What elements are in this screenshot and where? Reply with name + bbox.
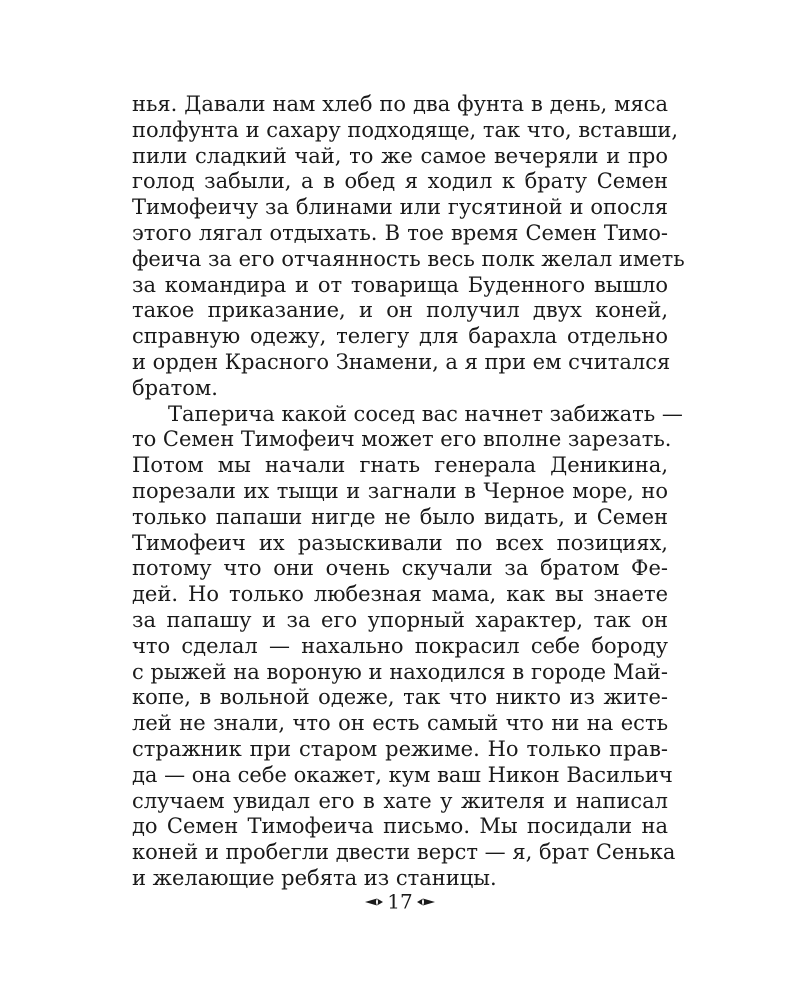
text-line: феича за его отчаянность весь полк желал иметь — [132, 246, 685, 271]
right-ornament-icon — [417, 897, 435, 907]
text-line: этого лягал отдыхать. В тое время Семен Тимо- — [132, 220, 668, 245]
text-line: нья. Давали нам хлеб по два фунта в день, мяса — [132, 92, 668, 116]
text-line: Таперича какой сосед вас начнет забижать — — [168, 401, 683, 426]
text-line: Тимофеичу за блинами или гусятиной и опосля — [132, 195, 668, 220]
text-line: коней и пробегли двести верст — я, брат Сенька — [132, 840, 676, 865]
text-line: случаем увидал его в хате у жителя и написал — [132, 788, 668, 813]
text-line: и желающие ребята из станицы. — [132, 865, 497, 890]
left-ornament-icon — [365, 897, 383, 907]
text-line: Потом мы начали гнать генерала Деникина, — [132, 453, 668, 478]
text-line: до Семен Тимофеича письмо. Мы посидали на — [132, 814, 668, 839]
text-line: голод забыли, а в обед я ходил к брату Семен — [132, 169, 668, 194]
text-line: дей. Но только любезная мама, как вы знаете — [132, 582, 668, 607]
page-number: 17 — [387, 889, 413, 914]
body-text — [132, 92, 685, 892]
text-line: да — она себе окажет, кум ваш Никон Васильич — [132, 762, 673, 787]
text-line: братом. — [132, 375, 218, 400]
page-footer — [0, 888, 800, 914]
text-line: копе, в вольной одеже, так что никто из жите- — [132, 685, 668, 710]
text-line: справную одежу, телегу для барахла отдельно — [132, 324, 668, 349]
text-line: потому что они очень скучали за братом Фе- — [132, 556, 668, 581]
text-line: что сделал — нахально покрасил себе бороду — [132, 633, 668, 658]
text-line: такое приказание, и он получил двух коней, — [132, 298, 668, 323]
text-line: стражник при старом режиме. Но только прав- — [132, 736, 668, 761]
text-line: полфунта и сахару подходяще, так что, вставши, — [132, 117, 679, 142]
text-line: пили сладкий чай, то же самое вечеряли и про — [132, 143, 668, 168]
text-line: порезали их тыщи и загнали в Черное море, но — [132, 478, 668, 503]
text-line: лей не знали, что он есть самый что ни на есть — [132, 711, 668, 736]
text-line: и орден Красного Знамени, а я при ем считался — [132, 349, 671, 374]
text-line: за папашу и за его упорный характер, так он — [132, 607, 668, 632]
text-line: с рыжей на вороную и находился в городе Май- — [132, 659, 668, 684]
text-line: Тимофеич их разыскивали по всех позициях, — [132, 530, 668, 555]
text-line: только папаши нигде не было видать, и Семен — [132, 504, 668, 529]
text-line: за командира и от товарища Буденного вышло — [132, 272, 668, 297]
text-line: то Семен Тимофеич может его вполне зарезать. — [132, 427, 672, 452]
